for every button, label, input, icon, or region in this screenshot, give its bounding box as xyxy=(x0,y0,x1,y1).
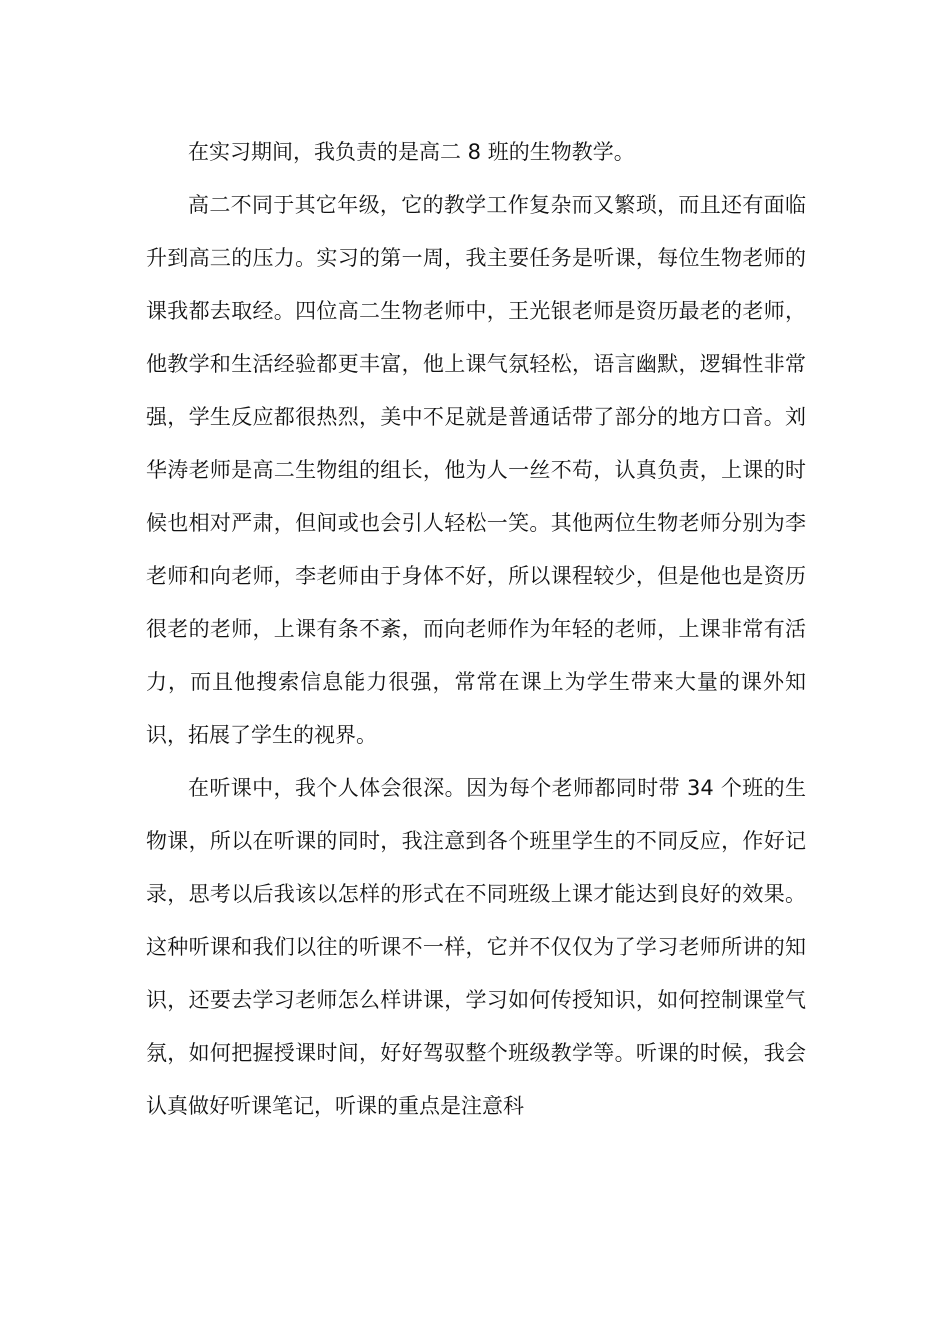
document-body xyxy=(146,126,806,1133)
paragraph-1: 在实习期间，我负责的是高二 8 班的生物教学。 xyxy=(188,140,635,164)
paragraph-3: 在听课中，我个人体会很深。因为每个老师都同时带 34 个班的生物课，所以在听课的同时，我注意到各个班里学生的不同反应，作好记录，思考以后我该以怎样的形式在不同班级上课才能达到良好的效果。这种听课和我们以往的听课不一样，它并不仅仅为了学习老师所讲的知识，还要去学习老师怎么样讲课，学习如何传授知识，如何控制课堂气氛，如何把握授课时间，好好驾驭整个班级教学等。听课的时候，我会认真做好听课笔记，听课的重点是注意科 xyxy=(146,776,806,1118)
paragraph-2: 高二不同于其它年级，它的教学工作复杂而又繁琐，而且还有面临升到高三的压力。实习的第一周，我主要任务是听课，每位生物老师的课我都去取经。四位高二生物老师中，王光银老师是资历最老的老师，他教学和生活经验都更丰富，他上课气氛轻松，语言幽默，逻辑性非常强，学生反应都很热烈，美中不足就是普通话带了部分的地方口音。刘华涛老师是高二生物组的组长，他为人一丝不苟，认真负责，上课的时候也相对严肃，但间或也会引人轻松一笑。其他两位生物老师分别为李老师和向老师，李老师由于身体不好，所以课程较少，但是他也是资历很老的老师，上课有条不紊，而向老师作为年轻的老师，上课非常有活力，而且他搜索信息能力很强，常常在课上为学生带来大量的课外知识，拓展了学生的视界。 xyxy=(146,193,806,747)
